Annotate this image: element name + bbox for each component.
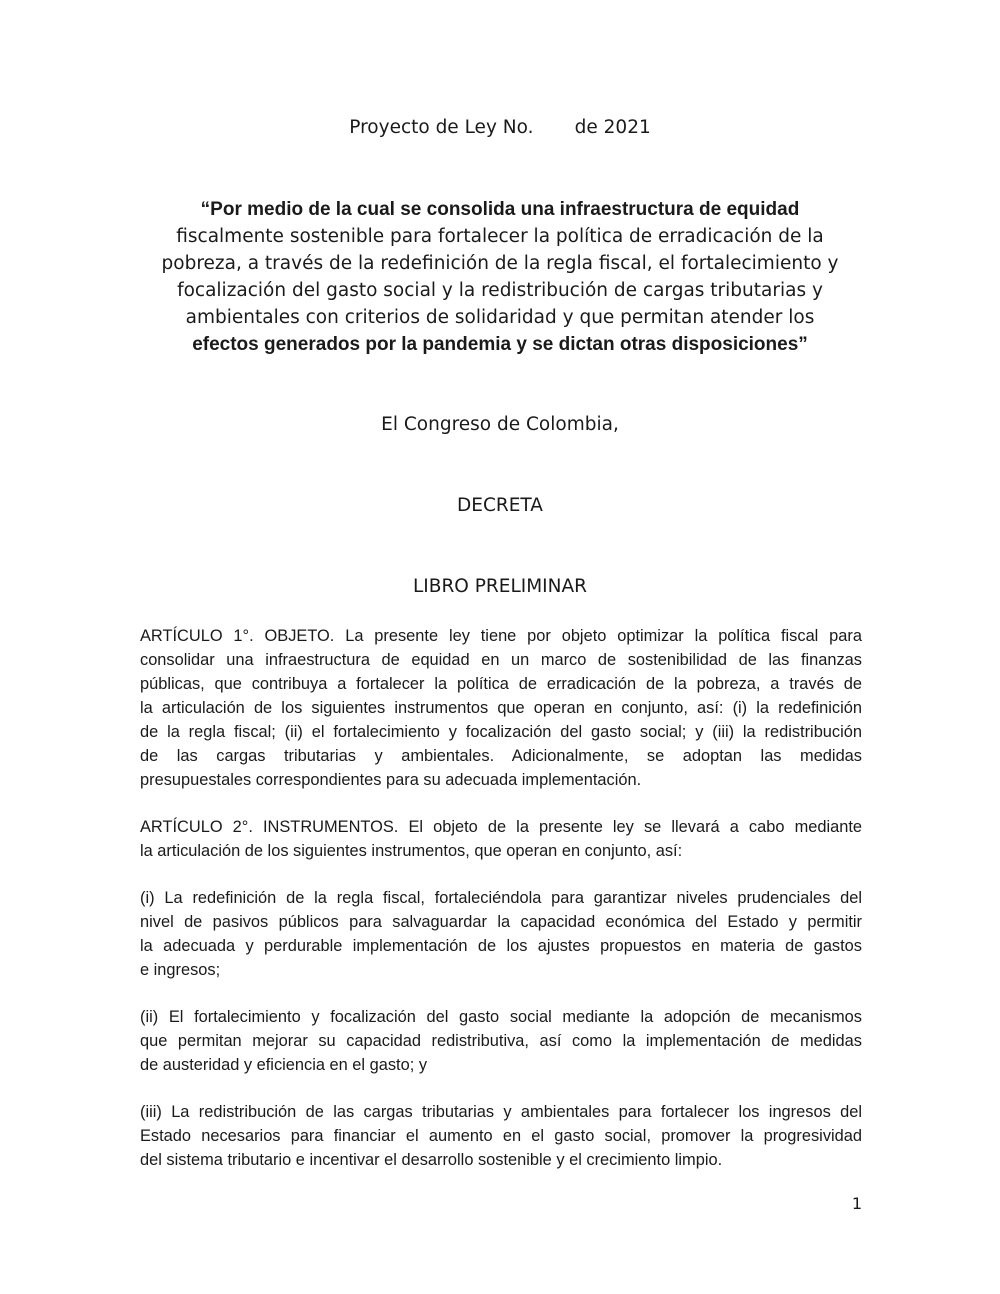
paragraph-line: que permitan mejorar su capacidad redistributiva, así como la implementación de medidas bbox=[140, 1032, 862, 1050]
paragraph-line: ARTÍCULO 2°. INSTRUMENTOS. El objeto de la presente ley se llevará a cabo mediante bbox=[140, 818, 862, 836]
paragraph-line: de la regla fiscal; (ii) el fortalecimiento y focalización del gasto social; y (iii) la redistribución bbox=[140, 723, 862, 741]
bill-title bbox=[140, 196, 860, 358]
paragraph-line: públicas, que contribuya a fortalecer la política de erradicación de la pobreza, a través de bbox=[140, 675, 862, 693]
libro-heading: LIBRO PRELIMINAR bbox=[413, 576, 587, 597]
paragraph-line: presupuestales correspondientes para su adecuada implementación. bbox=[140, 771, 642, 789]
paragraph-line: (i) La redefinición de la regla fiscal, fortaleciéndola para garantizar niveles prudenciales del bbox=[140, 889, 862, 907]
article-2-paragraph bbox=[140, 815, 862, 863]
paragraph-line: consolidar una infraestructura de equidad en un marco de sostenibilidad de las finanzas bbox=[140, 651, 862, 669]
bill-title-line-5: ambientales con criterios de solidaridad y que permitan atender los bbox=[185, 307, 815, 328]
paragraph-line: Estado necesarios para financiar el aumento en el gasto social, promover la progresividad bbox=[140, 1127, 862, 1145]
bill-title-line-6: efectos generados por la pandemia y se dictan otras disposiciones” bbox=[192, 334, 808, 355]
page-number: 1 bbox=[851, 1194, 862, 1213]
instrument-item-3 bbox=[140, 1100, 862, 1172]
paragraph-line: (iii) La redistribución de las cargas tributarias y ambientales para fortalecer los ingresos del bbox=[140, 1103, 862, 1121]
paragraph-line: del sistema tributario e incentivar el desarrollo sostenible y el crecimiento limpio. bbox=[140, 1151, 723, 1169]
article-1-paragraph bbox=[140, 624, 862, 792]
bill-title-line-4: focalización del gasto social y la redistribución de cargas tributarias y bbox=[177, 280, 823, 301]
paragraph-line: ARTÍCULO 1°. OBJETO. La presente ley tiene por objeto optimizar la política fiscal para bbox=[140, 627, 862, 645]
paragraph-line: de las cargas tributarias y ambientales. Adicionalmente, se adoptan las medidas bbox=[140, 747, 862, 765]
congress-heading: El Congreso de Colombia, bbox=[381, 414, 619, 435]
paragraph-line: la articulación de los siguientes instrumentos que operan en conjunto, así: (i) la redefinición bbox=[140, 699, 862, 717]
instrument-item-1 bbox=[140, 886, 862, 982]
paragraph-line: e ingresos; bbox=[140, 961, 221, 979]
paragraph-line: (ii) El fortalecimiento y focalización del gasto social mediante la adopción de mecanismos bbox=[140, 1008, 862, 1026]
bill-title-line-3: pobreza, a través de la redefinición de la regla fiscal, el fortalecimiento y bbox=[161, 253, 839, 274]
paragraph-line: la articulación de los siguientes instrumentos, que operan en conjunto, así: bbox=[140, 842, 683, 860]
bill-title-line-2: fiscalmente sostenible para fortalecer la política de erradicación de la bbox=[176, 226, 824, 247]
bill-title-line-1: “Por medio de la cual se consolida una infraestructura de equidad bbox=[200, 199, 800, 220]
paragraph-line: la adecuada y perdurable implementación de los ajustes propuestos en materia de gastos bbox=[140, 937, 862, 955]
decreta-heading: DECRETA bbox=[457, 495, 543, 516]
bill-number-header: Proyecto de Ley No. de 2021 bbox=[349, 117, 651, 138]
instrument-item-2 bbox=[140, 1005, 862, 1077]
paragraph-line: de austeridad y eficiencia en el gasto; y bbox=[140, 1056, 428, 1074]
paragraph-line: nivel de pasivos públicos para salvaguardar la capacidad económica del Estado y permitir bbox=[140, 913, 862, 931]
